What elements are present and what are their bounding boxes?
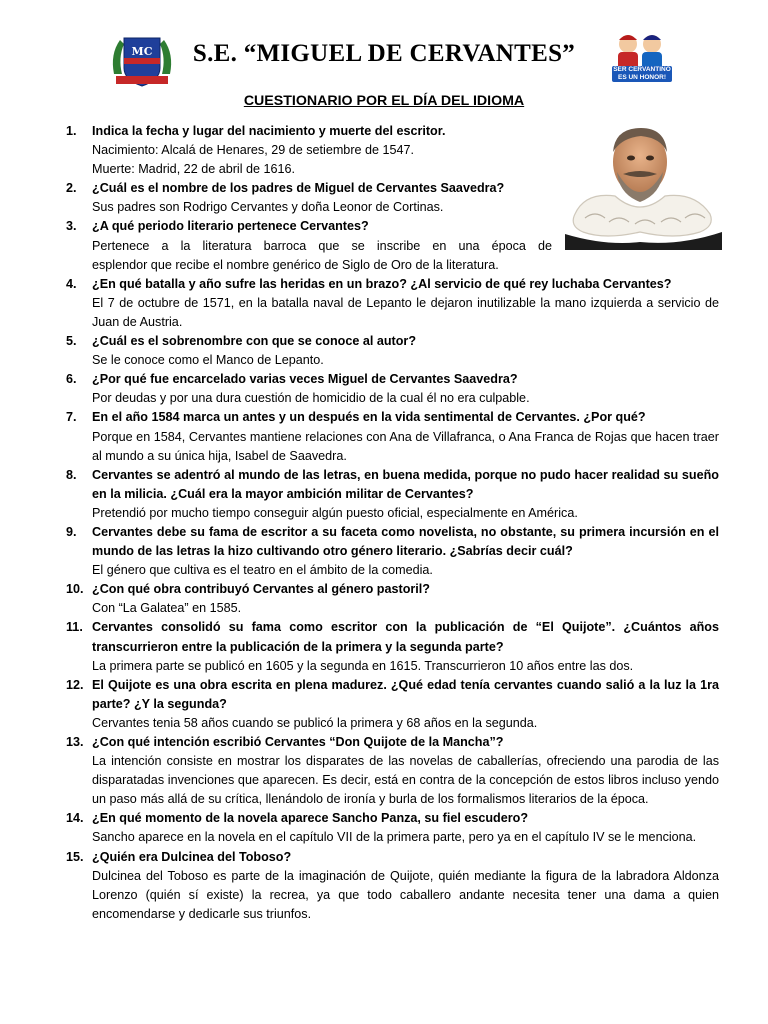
question-text: ¿A qué periodo literario pertenece Cervantes? — [92, 219, 369, 234]
answer-text: Muerte: Madrid, 22 de abril de 1616. — [92, 162, 296, 177]
question-text: ¿Por qué fue encarcelado varias veces Miguel de Cervantes Saavedra? — [92, 372, 518, 387]
list-item — [0, 332, 768, 370]
question-number: 3. — [66, 219, 77, 234]
question-text: En el año 1584 marca un antes y un después en la vida sentimental de Cervantes. ¿Por qué? — [92, 410, 646, 425]
list-item — [0, 275, 768, 332]
answer-text: Pertenece a la literatura barroca que se inscribe en una época de — [92, 238, 552, 253]
question-text: El Quijote es una obra escrita en plena madurez. ¿Qué edad tenía cervantes cuando salió a la luz la 1ra parte? ¿Y la segunda? — [92, 677, 719, 711]
question-number: 5. — [66, 334, 77, 349]
list-item — [0, 122, 768, 179]
list-item — [0, 408, 768, 465]
answer-text: Pretendió por mucho tiempo conseguir algún puesto oficial, especialmente en América. — [92, 505, 578, 520]
list-item — [0, 733, 768, 809]
list-item — [0, 466, 768, 523]
question-number: 1. — [66, 124, 77, 138]
answer-text: Sancho aparece en la novela en el capítulo VII de la primera parte, pero ya en el capítulo IV se le menciona. — [92, 830, 697, 845]
list-item — [0, 523, 768, 580]
question-number: 6. — [66, 372, 77, 387]
question-text: ¿Cuál es el sobrenombre con que se conoce al autor? — [92, 334, 417, 349]
document-title: CUESTIONARIO POR EL DÍA DEL IDIOMA — [243, 93, 525, 109]
question-number: 9. — [66, 524, 77, 539]
question-number: 15. — [66, 849, 84, 864]
list-item — [0, 848, 768, 924]
answer-text: Cervantes tenia 58 años cuando se publicó la primera y 68 años en la segunda. — [92, 715, 538, 730]
answer-text: Dulcinea del Toboso es parte de la imaginación de Quijote, quién mediante la figura de la labradora Aldonza Lorenzo (quién sí existe) la recrea, ya que todo caballero andante necesita tener una dama a quien encomendarse y dedicarle sus triunfos. — [92, 868, 719, 921]
question-text: ¿En qué momento de la novela aparece Sancho Panza, su fiel escudero? — [92, 811, 529, 826]
svg-text:MC: MC — [131, 45, 153, 58]
question-text: ¿Con qué obra contribuyó Cervantes al género pastoril? — [92, 582, 430, 597]
mascot-logo-text: SER CERVANTINO ES UN HONOR! — [613, 66, 671, 81]
answer-text: La intención consiste en mostrar los disparates de las novelas de caballerías, ofreciendo una parodia de las disparatadas invenciones que aparecen. Es decir, está en contra de la concepción de estos libros incluso yendo un paso más allá de su crítica, llenándolo de ironía y burla de los formalismos literarios de la época. — [92, 754, 719, 807]
list-item — [0, 809, 768, 847]
answer-text: esplendor que recibe el nombre genérico de Siglo de Oro de la literatura. — [92, 257, 499, 272]
answer-text: La primera parte se publicó en 1605 y la segunda en 1615. Transcurrieron 10 años entre las dos. — [92, 658, 634, 673]
question-text: ¿Con qué intención escribió Cervantes “Don Quijote de la Mancha”? — [92, 735, 504, 749]
questionnaire-list — [0, 122, 768, 924]
question-text: ¿Cuál es el nombre de los padres de Miguel de Cervantes Saavedra? — [92, 181, 505, 196]
question-text: Cervantes se adentró al mundo de las letras, en buena medida, porque no pudo hacer realidad su sueño en la milicia. ¿Cuál era la mayor ambición militar de Cervantes? — [92, 467, 719, 501]
question-text: Indica la fecha y lugar del nacimiento y muerte del escritor. — [92, 124, 446, 138]
question-number: 11. — [66, 620, 83, 635]
question-text: ¿En qué batalla y año sufre las heridas en un brazo? ¿Al servicio de qué rey luchaba Cervantes? — [92, 276, 672, 291]
school-name: S.E. “MIGUEL DE CERVANTES” — [192, 40, 576, 67]
question-number: 10. — [66, 582, 84, 597]
answer-text: Sus padres son Rodrigo Cervantes y doña Leonor de Cortinas. — [92, 200, 444, 215]
answer-text: El género que cultiva es el teatro en el ámbito de la comedia. — [92, 563, 433, 578]
answer-text: Nacimiento: Alcalá de Henares, 29 de setiembre de 1547. — [92, 143, 415, 158]
list-item — [0, 179, 768, 217]
question-text: Cervantes debe su fama de escritor a su faceta como novelista, no obstante, su primera incursión en el mundo de las letras la hizo cultivando otro género literario. ¿Sabrías decir cuál? — [92, 524, 719, 559]
question-number: 8. — [66, 467, 77, 482]
list-item — [0, 580, 768, 618]
answer-text: Porque en 1584, Cervantes mantiene relaciones con Ana de Villafranca, o Ana Franca de Rojas que hacen traer al mundo a su única hija, Isabel de Saavedra. — [92, 429, 719, 463]
answer-text: El 7 de octubre de 1571, en la batalla naval de Lepanto le dejaron inutilizable la mano izquierda a servicio de Juan de Austria. — [92, 295, 719, 329]
question-text: Cervantes consolidó su fama como escritor con la publicación de “El Quijote”. ¿Cuántos años transcurrieron entre la publicación de la primera y la segunda parte? — [92, 620, 719, 654]
question-text: ¿Quién era Dulcinea del Toboso? — [92, 849, 292, 864]
question-number: 7. — [66, 410, 77, 425]
page-header — [0, 0, 768, 109]
question-number: 13. — [66, 735, 84, 749]
list-item — [0, 618, 768, 675]
answer-text: Se le conoce como el Manco de Lepanto. — [92, 353, 324, 368]
question-number: 14. — [66, 811, 84, 826]
answer-text: Con “La Galatea” en 1585. — [92, 601, 242, 616]
list-item — [0, 370, 768, 408]
question-number: 4. — [66, 276, 77, 291]
question-number: 2. — [66, 181, 77, 196]
answer-text: Por deudas y por una dura cuestión de homicidio de la cual él no era culpable. — [92, 391, 530, 406]
list-item — [0, 676, 768, 733]
question-number: 12. — [66, 677, 84, 692]
list-item — [0, 217, 768, 274]
